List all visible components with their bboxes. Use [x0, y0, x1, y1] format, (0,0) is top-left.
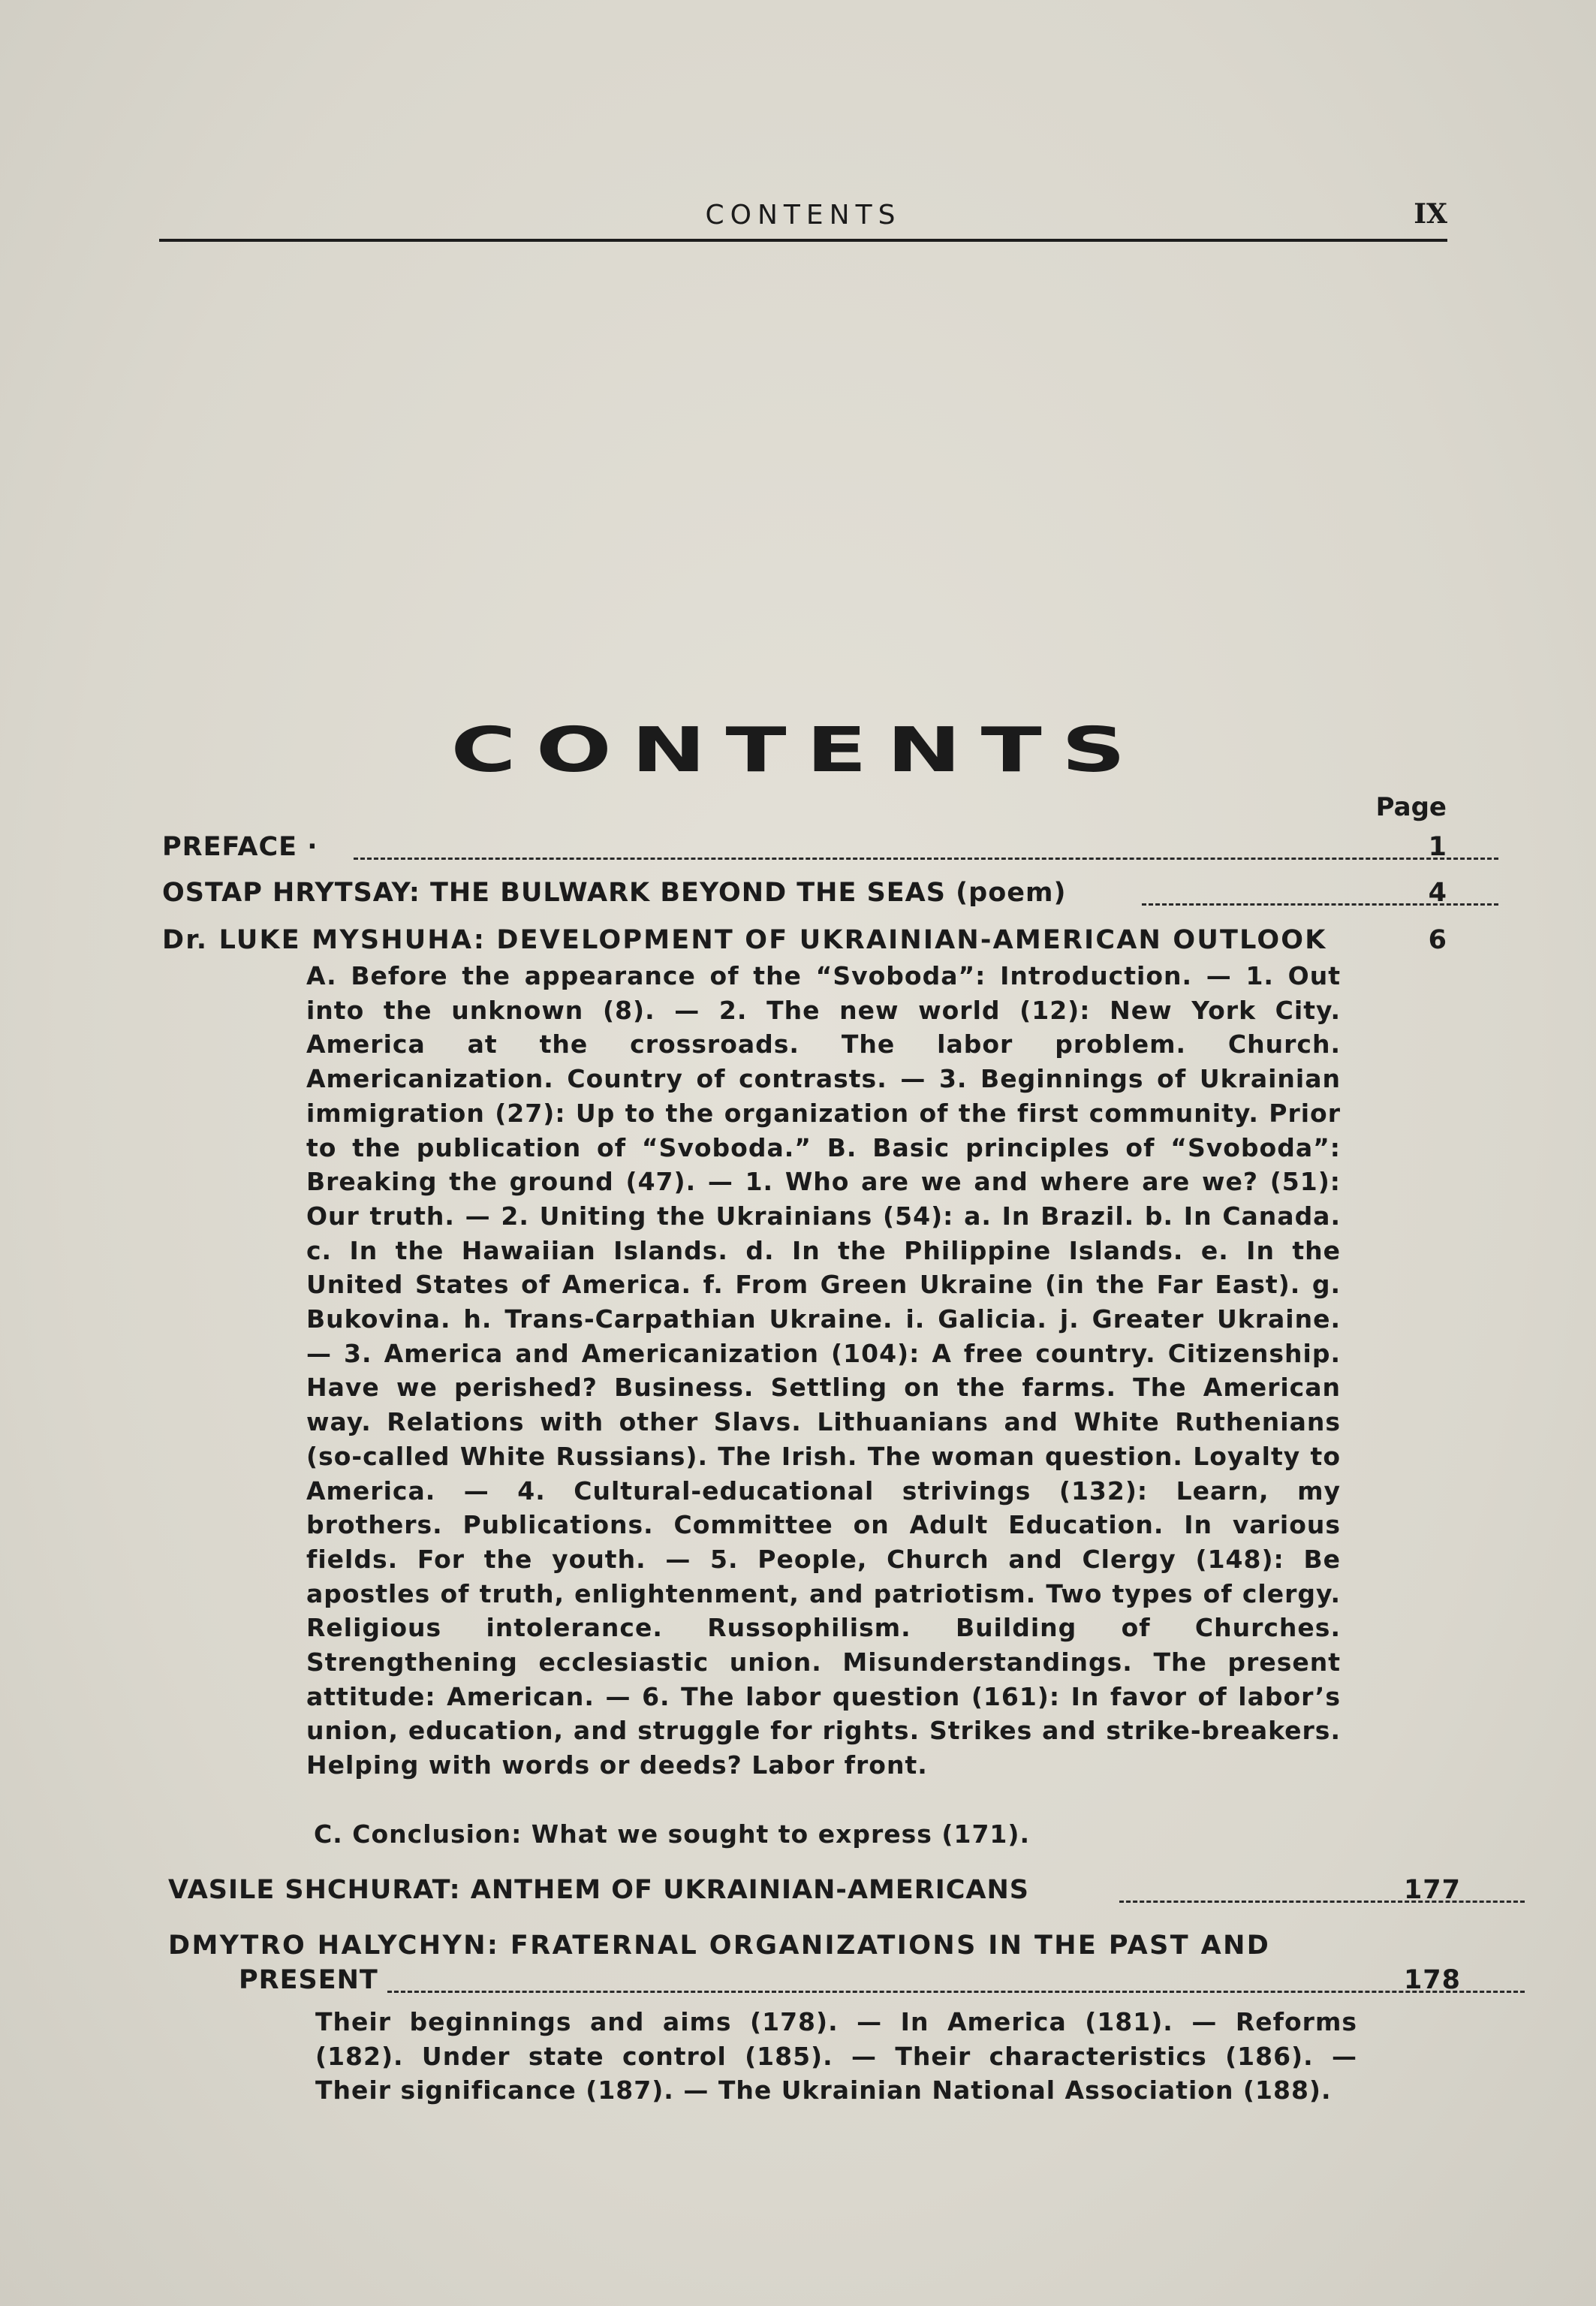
running-head-page-number: IX — [1414, 198, 1447, 230]
dot-leader — [1119, 1901, 1525, 1903]
toc-entry-conclusion: C. Conclusion: What we sought to express (171). — [314, 1819, 1031, 1849]
page-column-label: Page — [1375, 792, 1447, 822]
dot-leader — [354, 858, 1498, 860]
toc-entry-page: 4 — [1428, 878, 1447, 908]
toc-entry-title: VASILE SHCHURAT: ANTHEM OF UKRAINIAN-AMERICANS — [168, 1875, 1029, 1905]
toc-entry-page: 6 — [1428, 925, 1447, 955]
toc-entry-summary: Their beginnings and aims (178). — In America (181). — Reforms (182). Under state control (185). — Their characteristics (186). — Their significance (187). — The Ukrainian National Association (188). — [315, 2007, 1357, 2106]
running-head — [159, 197, 1447, 242]
toc-entry-title: Dr. LUKE MYSHUHA: DEVELOPMENT OF UKRAINIAN-AMERICAN OUTLOOK — [162, 925, 1327, 955]
toc-entry-title: OSTAP HRYTSAY: THE BULWARK BEYOND THE SEAS (poem) — [162, 878, 1067, 908]
toc-entry-page: 1 — [1428, 832, 1447, 862]
dot-leader — [387, 1991, 1525, 1993]
toc-entry-page: 178 — [1403, 1965, 1461, 1995]
page-title: CONTENTS — [450, 715, 1146, 786]
toc-entry-summary: A. Before the appearance of the “Svoboda”: Introduction. — 1. Out into the unknown (8). — 2. The new world (12): New York City. America at the crossroads. The labor problem. Church. Americanization. Country of contrasts. — 3. Beginnings of Ukrainian immigration (27): Up to the organization of the first community. Prior to the publication of “Svoboda.” B. Basic principles of “Svoboda”: Breaking the ground (47). — 1. Who are we and where are we? (51): Our truth. — 2. Uniting the Ukrainians (54): a. In Brazil. b. In Canada. c. In the Hawaiian Islands. d. In the Philippine Islands. e. In the United States of America. f. From Green Ukraine (in the Far East). g. Bukovina. h. Trans-Carpathian Ukraine. i. Galicia. j. Greater Ukraine. — 3. America and Americanization (104): A free country. Citizenship. Have we perished? Business. Settling on the farms. The American way. Relations with other Slavs. Lithuanians and White Ruthenians (so-called White Russians). The Irish. The woman question. Loyalty to America. — 4. Cultural-educational strivings (132): Learn, my brothers. Publications. Committee on Adult Education. In various fields. For the youth. — 5. People, Church and Clergy (148): Be apostles of truth, enlightenment, and patriotism. Two types of clergy. Religious intolerance. Russophilism. Building of Churches. Strengthening ecclesiastic union. Misunderstandings. The present attitude: American. — 6. The labor question (161): In favor of labor’s union, education, and struggle for rights. Strikes and strike-breakers. Helping with words or deeds? Labor front. — [306, 961, 1341, 1780]
toc-entry-title-line-2: PRESENT — [239, 1965, 378, 1995]
toc-entry-page: 177 — [1403, 1875, 1461, 1905]
toc-entry-title-line-1: DMYTRO HALYCHYN: FRATERNAL ORGANIZATIONS IN THE PAST AND — [168, 1931, 1271, 1961]
toc-entry-halychyn — [168, 1931, 1461, 1998]
toc-entry-title: PREFACE · — [162, 832, 318, 862]
toc-entry-preface — [162, 832, 1447, 865]
toc-entry-hrytsay — [162, 878, 1447, 911]
running-head-title: CONTENTS — [705, 200, 902, 231]
toc-entry-shchurat — [168, 1875, 1461, 1908]
toc-entry-myshuha — [162, 925, 1447, 958]
